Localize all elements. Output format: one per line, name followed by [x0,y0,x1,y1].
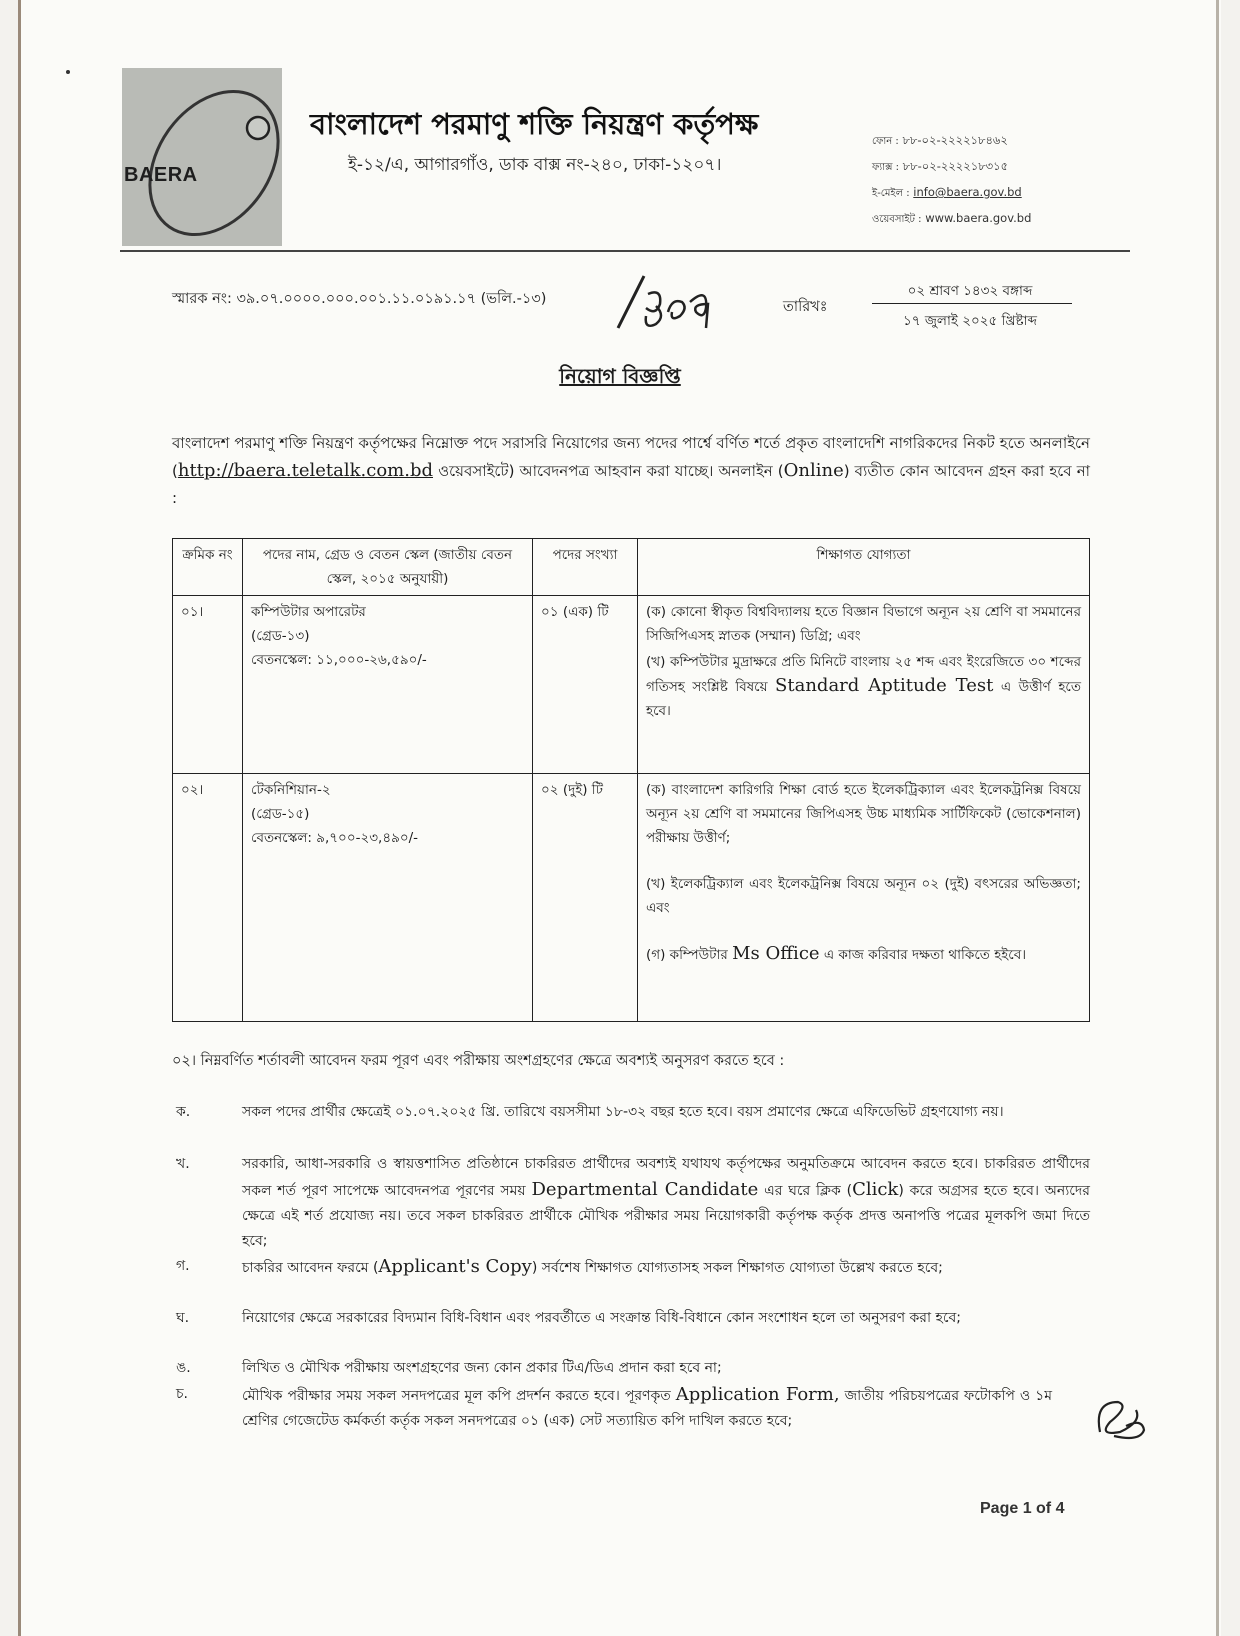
handwritten-number [610,272,720,336]
row-post [243,596,533,774]
qualification-b: (খ) ইলেকট্রিক্যাল এবং ইলেকট্রনিক্স বিষয়ে অন্যূন ০২ (দুই) বৎসরের অভিজ্ঞতা; এবং [646,876,1081,916]
header-post: পদের নাম, গ্রেড ও বেতন স্কেল (জাতীয় বেতন স্কেল, ২০১৫ অনুযায়ী) [243,539,533,596]
scan-speck [66,70,70,74]
fax-label: ফ্যাক্স : [872,162,900,173]
website-link[interactable]: www.baera.gov.bd [925,211,1032,225]
row-count: ০২ (দুই) টি [533,774,638,1022]
qualification-c-text: (গ) কম্পিউটার [646,947,733,963]
contact-block [872,128,1031,232]
condition-marker: ক. [176,1104,191,1120]
post-name: কম্পিউটার অপারেটর [251,604,366,620]
post-name: টেকনিশিয়ান-২ [251,782,331,798]
organization-address: ই-১২/এ, আগারগাঁও, ডাক বাক্স নং-২৪০, ঢাকা-১২০৭। [348,155,722,175]
table-row [173,596,1090,774]
condition-cha-text-1: মৌখিক পরীক্ষার সময় সকল সনদপত্রের মূল কপি প্রদর্শন করতে হবে। পূরণকৃত [242,1388,676,1404]
post-grade: (গ্রেড-১৩) [251,628,310,644]
date-label: তারিখঃ [783,299,828,315]
post-scale: বেতনস্কেল: ৯,৭০০-২৩,৪৯০/- [251,830,419,846]
applicants-copy-term: Applicant's Copy [378,1256,532,1277]
qualification-c-software: Ms Office [732,943,820,964]
condition-gha [172,1306,1090,1331]
condition-ka [172,1100,1090,1125]
condition-text: সকল পদের প্রার্থীর ক্ষেত্রেই ০১.০৭.২০২৫ খ্রি. তারিখে বয়সসীমা ১৮-৩২ বছর হতে হবে। বয়স প্রমাণের ক্ষেত্রে এফিডেভিট গ্রহণযোগ্য নয়। [242,1104,1004,1120]
row-count: ০১ (এক) টি [533,596,638,774]
memo-reference: স্মারক নং: ৩৯.০৭.০০০০.০০০.০০১.১১.০১৯১.১৭ (ভলি.-১৩) [172,291,547,307]
row-qualification [638,774,1090,1022]
condition-kha-text-3: ) করে অগ্রসর হতে হবে। অন্যদের ক্ষেত্রে এই শর্ত প্রযোজ্য নয়। তবে সকল চাকরিরত প্রার্থীকে মৌখিক পরীক্ষার সময় নিয়োগকারী কর্তৃপক্ষ কর্তৃক প্রদত্ত অনাপত্তি পত্রের মূলকপি জমা দিতে হবে; [242,1183,1090,1249]
header-count: পদের সংখ্যা [533,539,638,596]
condition-marker: খ. [176,1156,190,1172]
qualification-b-end: এ উত্তীর্ণ হতে হবে। [646,679,1081,719]
phone-label: ফোন : [872,136,899,147]
baera-logo [122,68,282,246]
website-label: ওয়েবসাইট : [872,214,922,225]
condition-text [242,1152,1090,1254]
post-grade: (গ্রেড-১৫) [251,806,310,822]
condition-kha-text-2: এর ঘরে ক্লিক ( [758,1183,853,1199]
row-serial: ০২। [173,774,243,1022]
row-serial: ০১। [173,596,243,774]
condition-cha-text-2: জাতীয় পরিচয়পত্রের ফটোকপি ও ১ম শ্রেণির গেজেটেড কর্মকর্তা কর্তৃক সকল সনদপত্রের ০১ (এক) সেট সত্যায়িত কপি দাখিল করতে হবে; [242,1388,1052,1429]
condition-kha-text-1: সরকারি, আধা-সরকারি ও স্বায়ত্তশাসিত প্রতিষ্ঠানে চাকরিরত প্রার্থীদের অবশ্যই যথাযথ কর্তৃপক্ষের অনুমতিক্রমে আবেদন করতে হবে। চাকরিরত প্রার্থীদের সকল শর্ত পূরণ সাপেক্ষে আবেদনপত্র পূরণের সময় [242,1156,1090,1199]
table-header-row [173,539,1090,596]
qualification-a: (ক) কোনো স্বীকৃত বিশ্ববিদ্যালয় হতে বিজ্ঞান বিভাগে অন্যূন ২য় শ্রেণি বা সমমানের সিজিপিএসহ স্নাতক (সম্মান) ডিগ্রি; এবং [646,604,1081,644]
header-divider [120,250,1130,252]
condition-umo [172,1356,1090,1381]
qualification-b [646,650,1081,723]
application-form-term: Application Form, [675,1384,840,1405]
date-divider [872,303,1072,304]
condition-ga-text-2: ) সর্বশেষ শিক্ষাগত যোগ্যতাসহ সকল শিক্ষাগত যোগ্যতা উল্লেখ করতে হবে; [531,1260,943,1276]
intro-text-1: বাংলাদেশ পরমাণু শক্তি নিয়ন্ত্রণ কর্তৃপক্ষের নিম্নোক্ত পদে সরাসরি নিয়োগের জন্য পদের পার্শ্বে বর্ণিত শর্তে প্রকৃত বাংলাদেশি নাগরিকদের নিকট হতে অনলাইনে ( [172,434,1090,480]
phone-value: ৮৮-০২-২২২২১৮৪৬২ [902,133,1008,147]
condition-text: নিয়োগের ক্ষেত্রে সরকারের বিদ্যমান বিধি-বিধান এবং পরবর্তীতে এ সংক্রান্ত বিধি-বিধানে কোন সংশোধন হলে তা অনুসরণ করা হবে; [242,1310,962,1326]
condition-text [242,1382,1052,1434]
intro-online: Online [783,460,844,481]
initials-signature [1090,1392,1150,1452]
condition-marker: চ. [176,1386,189,1402]
intro-text-3: ) ব্যতীত কোন আবেদন গ্রহন করা হবে না : [172,462,1090,507]
condition-ga-text-1: চাকরির আবেদন ফরমে ( [242,1260,379,1276]
qualification-a: (ক) বাংলাদেশ কারিগরি শিক্ষা বোর্ড হতে ইলেকট্রিক্যাল এবং ইলেকট্রনিক্স বিষয়ে অন্যূন ২য় শ্রেণি বা সমমানের জিপিএসহ উচ্চ মাধ্যমিক সার্টিফিকেট (ভোকেশনাল) পরীক্ষায় উত্তীর্ণ; [646,782,1081,846]
application-url-link[interactable]: http://baera.teletalk.com.bd [177,460,433,481]
post-scale: বেতনস্কেল: ১১,০০০-২৬,৫৯০/- [251,652,427,668]
email-link[interactable]: info@baera.gov.bd [913,185,1022,199]
atom-orbit-icon [122,68,282,246]
organization-name: বাংলাদেশ পরমাণু শক্তি নিয়ন্ত্রণ কর্তৃপক্ষ [310,107,759,141]
header-serial: ক্রমিক নং [173,539,243,596]
notice-title: নিয়োগ বিজ্ঞপ্তি [559,364,681,388]
condition-ga [172,1254,1090,1281]
page-edge [1216,0,1219,1636]
condition-kha [172,1152,1090,1254]
departmental-candidate-term: Departmental Candidate [531,1179,759,1200]
qualification-b-text: (খ) কম্পিউটার মুদ্রাক্ষরে প্রতি মিনিটে বাংলায় ২৫ শব্দ এবং ইংরেজিতে ৩০ শব্দের গতিসহ সংশ্লিষ্ট বিষয়ে [646,654,1081,695]
posts-table [172,538,1090,1022]
row-qualification [638,596,1090,774]
logo-text: BAERA [124,164,198,186]
header-qualification: শিক্ষাগত যোগ্যতা [638,539,1090,596]
date-gregorian: ১৭ জুলাই ২০২৫ খ্রিষ্টাব্দ [903,313,1037,329]
page-number: Page 1 of 4 [980,1500,1065,1517]
row-post [243,774,533,1022]
condition-text [242,1254,1090,1281]
intro-paragraph [172,430,1090,512]
intro-text-2: ওয়েবসাইটে) আবেদনপত্র আহবান করা যাচ্ছে। অনলাইন ( [433,462,784,480]
conditions-intro: ০২। নিম্নবর্ণিত শর্তাবলী আবেদন ফরম পূরণ এবং পরীক্ষায় অংশগ্রহণের ক্ষেত্রে অবশ্যই অনুসরণ করতে হবে : [172,1053,785,1069]
condition-text: লিখিত ও মৌখিক পরীক্ষায় অংশগ্রহণের জন্য কোন প্রকার টিএ/ডিএ প্রদান করা হবে না; [242,1360,722,1376]
fax-value: ৮৮-০২-২২২২১৮৩১৫ [902,159,1009,173]
click-term: Click [852,1179,899,1200]
condition-marker: গ. [176,1258,190,1274]
table-row [173,774,1090,1022]
qualification-c [646,942,1081,967]
condition-cha [172,1382,1052,1434]
condition-marker: ঙ. [176,1360,191,1376]
date-bengali: ০২ শ্রাবণ ১৪৩২ বঙ্গাব্দ [907,283,1033,299]
email-label: ই-মেইল : [872,188,910,199]
qualification-c-end: এ কাজ করিবার দক্ষতা থাকিতে হইবে। [819,947,1027,963]
qualification-b-test: Standard Aptitude Test [775,675,994,696]
condition-marker: ঘ. [176,1310,190,1326]
